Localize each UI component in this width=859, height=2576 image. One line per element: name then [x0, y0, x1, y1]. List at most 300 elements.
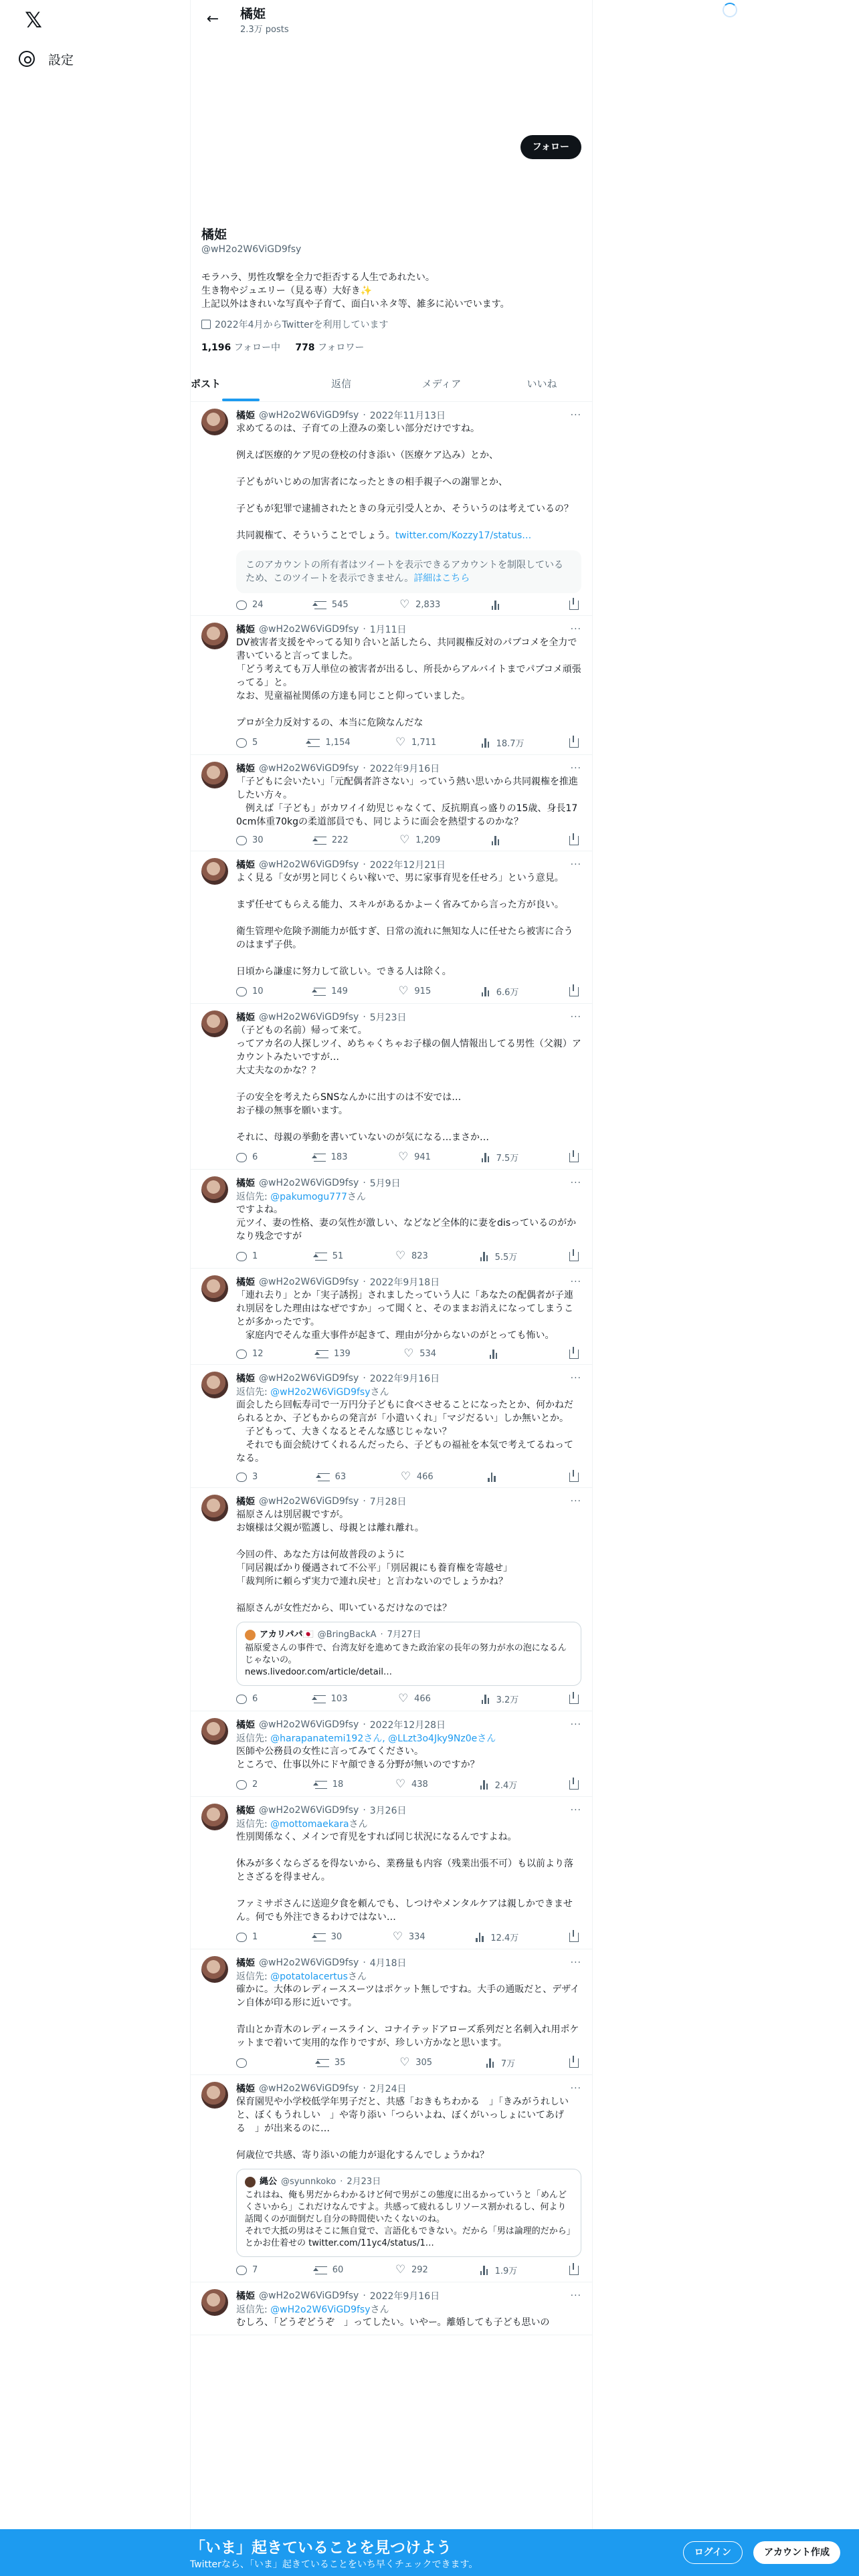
tweet-author-name[interactable]: 橘姫: [236, 860, 255, 871]
share-icon: [569, 738, 579, 748]
like-button[interactable]: ♡ 1,711: [395, 736, 436, 749]
tweet-date[interactable]: 2022年9月16日: [369, 764, 440, 774]
more-options-icon[interactable]: ···: [570, 2290, 581, 2301]
retweet-button[interactable]: 183: [314, 1151, 348, 1164]
tweet-text: 求めてるのは、子育ての上澄みの楽しい部分だけですね。 例えば医療的ケア児の登校の付き添い（医療ケア込み）とか、 子どもがいじめの加害者になったときの相手親子への謝罪とか、 子どもが犯罪で逮捕されたときの身元引受人とか、そういうのは考えているの？ 共同親権て、そういうことでしょう。twitter.com/Kozzy17/status…: [236, 423, 573, 541]
reply-icon: [236, 1780, 247, 1790]
reply-icon: [236, 1153, 247, 1162]
share-button[interactable]: [569, 2264, 579, 2276]
tweet-text: 福原さんは別居親ですが。 お嬢様は父親が監護し、母親とは離れ離れ。 今回の件、あなた方は何故普段のように 「同居親ばかり優遇されて不公平」「別居親にも養育権を寄越せ」 「裁判所に頼らず実力で連れ戻せ」と言わないのでしょうかね？ 福原さんが女性だから、叩いているだけなのでは？: [236, 1509, 512, 1614]
avatar[interactable]: [201, 1010, 228, 1037]
tweet-actions: [236, 985, 581, 998]
loading-spinner-icon: [723, 3, 737, 17]
tweet-date[interactable]: 2022年9月18日: [369, 1277, 440, 1288]
avatar[interactable]: [201, 409, 228, 435]
tweet[interactable]: 橘姫 @wH2o2W6ViGD9fsy · 3月26日 ··· 返信先: @mottomaekaraさん 性別関係なく、メインで育児をすれば同じ状況になるんですよね。 休みが多くならざるを得ないから、業務量も内容（残業出張不可）も以前より落とさざるを得ません。 ファミサポさんに送迎夕食を頼んでも、しつけやメンタルケアは親しかできません。何でも外注できるわけではない… 1 30 ♡ 334 12.4万: [191, 1797, 592, 1949]
reply-to: 返信先: @potatolacertusさん: [236, 1971, 367, 1982]
views-icon: [480, 1252, 490, 1261]
tweet-text: 医師や公務員の女性に言ってみてください。 ところで、仕事以外にドヤ顔できる分野が無いのですか？: [236, 1746, 480, 1770]
retweet-icon: [308, 739, 320, 747]
heart-icon: [399, 836, 410, 845]
tweet-author-name[interactable]: 橘姫: [236, 625, 255, 635]
retweet-icon: [316, 1350, 328, 1358]
avatar[interactable]: [201, 1176, 228, 1203]
avatar[interactable]: [201, 1956, 228, 1983]
retweet-icon: [314, 601, 326, 609]
more-options-icon[interactable]: ···: [570, 763, 581, 774]
tweet-date[interactable]: 3月26日: [369, 1806, 407, 1816]
tweet-author-name[interactable]: 橘姫: [236, 1374, 255, 1384]
reply-button[interactable]: 5: [236, 736, 263, 749]
tweet-actions: [236, 2264, 581, 2276]
share-button[interactable]: [569, 1151, 579, 1164]
reply-icon: [236, 2266, 247, 2275]
quote-date: 2月23日: [347, 2177, 381, 2187]
heart-icon: [399, 2058, 410, 2068]
tweet-date[interactable]: 2022年12月21日: [369, 860, 446, 871]
tweet-author-handle[interactable]: @wH2o2W6ViGD9fsy: [259, 859, 359, 870]
avatar[interactable]: [201, 762, 228, 788]
share-button[interactable]: [569, 1931, 579, 1943]
tweet-actions: [236, 1778, 581, 1791]
tweet-text: 性別関係なく、メインで育児をすれば同じ状況になるんですよね。 休みが多くならざるを得ないから、業務量も内容（残業出張不可）も以前より落とさざるを得ません。 ファミサポさんに送迎夕食を頼んでも、しつけやメンタルケアは親しかできません。何でも外注できるわけではない…: [236, 1832, 573, 1923]
tweet-author-handle[interactable]: @wH2o2W6ViGD9fsy: [259, 1373, 359, 1384]
tweet-actions: [236, 1931, 581, 1943]
like-button[interactable]: ♡ 915: [398, 985, 431, 998]
reply-icon: [236, 836, 247, 845]
views-button[interactable]: 6.6万: [482, 985, 519, 998]
quote-date: 7月27日: [387, 1630, 421, 1640]
tab-likes[interactable]: いいね: [527, 378, 557, 390]
tweet-text: よく見る「女が男と同じくらい稼いで、男に家事育児を任せろ」という意見。 まず任せてもらえる能力、スキルがあるかよーく省みてから言った方が良い。 衛生管理や危険予測能力が低すぎ、日常の流れに無知な人に任せたら被害に合うのはまず子供。 日頃から謙虚に努力して欲しい。できる人は除く。: [236, 873, 573, 977]
more-options-icon[interactable]: ···: [570, 2083, 581, 2094]
quote-author-handle: @syunnkoko: [281, 2177, 337, 2187]
login-button[interactable]: ログイン: [683, 2541, 743, 2564]
tweet-text: DV被害者支援をやってる知り合いと話したら、共同親権反対のパブコメを全力で書いていると言ってました。 「どう考えても万人単位の被害者が出るし、所長からアルバイトまでパブコメ頑張ってる」と。 なお、児童福祉関係の方達も同じこと仰っていました。 プロが全力反対するの、本当に危険なんだな: [236, 637, 581, 728]
share-button[interactable]: [569, 1250, 579, 1263]
retweet-button[interactable]: 60: [315, 2264, 344, 2276]
tweet-text: 「子どもに会いたい」「元配偶者許さない」っていう熱い思いから共同親権を推進したい方々。 例えば「子ども」がカワイイ幼児じゃなくて、反抗期真っ盛りの15歳、身長170cm体重70kgの柔道部員でも、同じように面会を熱望するのかな？: [236, 776, 578, 827]
views-icon: [482, 1153, 491, 1162]
heart-icon: [401, 1473, 411, 1482]
tweet-author-name[interactable]: 橘姫: [236, 411, 255, 421]
views-button[interactable]: 7.5万: [482, 1151, 519, 1164]
heart-icon: [393, 1933, 403, 1942]
tweet-author-handle[interactable]: @wH2o2W6ViGD9fsy: [259, 1178, 359, 1188]
views-icon: [480, 2266, 490, 2275]
share-icon: [569, 1252, 579, 1261]
tweet-date[interactable]: 2022年12月28日: [369, 1720, 446, 1731]
retweet-button[interactable]: 222: [314, 835, 349, 845]
reply-icon: [236, 1473, 247, 1482]
heart-icon: [398, 1695, 409, 1704]
reply-icon: [236, 1252, 247, 1261]
share-icon: [569, 1153, 579, 1162]
tweet-actions: [236, 1472, 581, 1482]
more-options-icon[interactable]: ···: [570, 1012, 581, 1023]
follow-button[interactable]: フォロー: [520, 135, 581, 159]
share-icon: [569, 1780, 579, 1790]
heart-icon: [395, 2266, 406, 2275]
following-link[interactable]: 1,196 フォロー中: [201, 342, 281, 353]
tweet-date[interactable]: 2月24日: [369, 2084, 407, 2095]
like-button[interactable]: ♡ 1,209: [399, 835, 440, 845]
avatar[interactable]: [201, 1804, 228, 1830]
heart-icon: [398, 1153, 409, 1162]
tweet[interactable]: 橘姫 @wH2o2W6ViGD9fsy · 2022年12月28日 ··· 返信先: @harapanatemi192さん, @LLzt3o4Jky9Nz0eさん 医師や公務員の女性に言ってみてください。 ところで、仕事以外にドヤ顔できる分野が無いのですか？ 2 18 ♡ 438 2.4万: [191, 1711, 592, 1797]
heart-icon: [395, 1252, 406, 1261]
reply-button[interactable]: 3: [236, 1472, 263, 1482]
reply-button[interactable]: 24: [236, 600, 264, 610]
tweet[interactable]: 橘姫 @wH2o2W6ViGD9fsy · 4月18日 ··· 返信先: @potatolacertusさん 確かに。大体のレディーススーツはポケット無しですね。大手の通販だと、デザイン自体が印る形に近いです。 青山とか青木のレディースライン、コナイテッドアローズ系列だと名刺入れ用ポケットまで着いて実用的な作りですが、珍しい方かなと思います。 35 ♡ 305 7万: [191, 1949, 592, 2075]
retweet-icon: [318, 1473, 330, 1481]
share-button[interactable]: [569, 2056, 579, 2069]
reply-icon: [236, 987, 247, 996]
share-button[interactable]: [569, 1349, 579, 1359]
avatar[interactable]: [201, 1275, 228, 1302]
share-button[interactable]: [569, 835, 579, 845]
heart-icon: [399, 601, 410, 610]
retweet-button[interactable]: 30: [314, 1931, 343, 1943]
tweet-author-name[interactable]: 橘姫: [236, 2291, 255, 2302]
retweet-button[interactable]: 139: [316, 1349, 351, 1359]
heart-icon: [395, 738, 406, 748]
share-icon: [569, 1473, 579, 1482]
reply-to: 返信先: @wH2o2W6ViGD9fsyさん: [236, 1387, 389, 1398]
profile-joined: [201, 318, 581, 331]
tweet-author-handle[interactable]: @wH2o2W6ViGD9fsy: [259, 1957, 359, 1968]
tweet-actions: [236, 1349, 581, 1359]
reply-button[interactable]: [236, 2056, 263, 2069]
quoted-tweet[interactable]: アカリパパ🇯🇵 @BringBackA · 7月27日 福原愛さんの事件で、台湾友好を進めてきた政治家の長年の努力が水の泡になるんじゃないの。 news.livedoor.com/article/detail…: [236, 1622, 581, 1686]
profile-tabs: [191, 366, 592, 402]
like-button[interactable]: ♡ 941: [398, 1151, 431, 1164]
header-name: 橘姫: [240, 7, 266, 21]
quote-text: これはね、俺も男だからわかるけど何で男がこの態度に出るかっていうと「めんどくさいから」これだけなんですよ。共感って疲れるしリソース割かれるし、何より話聞くのが面倒だし自分の時間使いたくないのね。 それで大抵の男はそこに無自覚で、言語化もできない。だから「男は論理的だから」とかお仕着せの twitter.com/11yc4/status/1…: [245, 2190, 571, 2248]
reply-button[interactable]: 7: [236, 2264, 263, 2276]
tweet-date[interactable]: 2022年9月16日: [369, 2291, 440, 2302]
like-button[interactable]: ♡ 334: [393, 1931, 425, 1943]
reply-icon: [236, 1933, 247, 1942]
reply-button[interactable]: 6: [236, 1693, 263, 1705]
tweet-date[interactable]: 4月18日: [369, 1958, 407, 1969]
tweet-text: むしろ、「どうぞどうぞ 」ってしたい。いやー。離婚しても子ども思いの: [236, 2317, 550, 2328]
more-options-icon[interactable]: ···: [570, 1805, 581, 1816]
tweet-text: 確かに。大体のレディーススーツはポケット無しですね。大手の通販だと、デザイン自体が印る形に近いです。 青山とか青木のレディースライン、コナイテッドアローズ系列だと名刺入れ用ポケットまで着いて実用的な作りですが、珍しい方かなと思います。: [236, 1984, 580, 2048]
avatar[interactable]: [201, 1372, 228, 1398]
reply-button[interactable]: 6: [236, 1151, 263, 1164]
reply-to-link[interactable]: @wH2o2W6ViGD9fsy: [270, 1387, 371, 1398]
more-options-icon[interactable]: ···: [570, 859, 581, 870]
profile-stats: [201, 340, 581, 354]
views-button[interactable]: 1.9万: [480, 2264, 518, 2276]
tweet-author-name[interactable]: 橘姫: [236, 1720, 255, 1731]
tweet-text: 面会したら回転寿司で一万円分子どもに食べさせることになったとか、何かねだられるとか、子どもからの発言が「小遣いくれ」「マジだるい」しか無いとか。 子どもって、大きくなるとそんな感じじゃない？ それでも面会続けてくれるんだったら、子どもの福祉を本気で考えてるねってなる。: [236, 1400, 573, 1464]
settings-label: 設定: [48, 52, 74, 68]
tweet-text: （子どもの名前）帰って来て。 ってアカ名の人探しツイ、めちゃくちゃお子様の個人情報出してる男性（父親）アカウントみたいですが… 大丈夫なのかな？？ 子の安全を考えたらSNSなんかに出すのは不安では… お子様の無事を願います。 それに、母親の挙動を書いていないのが気になる…まさか…: [236, 1025, 581, 1143]
retweet-icon: [314, 988, 326, 996]
learn-more-link[interactable]: 詳細はこちら: [413, 573, 470, 584]
reply-button[interactable]: 1: [236, 1931, 263, 1943]
retweet-button[interactable]: 18: [315, 1778, 344, 1791]
more-options-icon[interactable]: ···: [570, 1957, 581, 1968]
avatar[interactable]: [201, 2082, 228, 2109]
views-button[interactable]: 7万: [486, 2056, 515, 2069]
profile-handle: @wH2o2W6ViGD9fsy: [201, 244, 302, 255]
quote-text: 福原愛さんの事件で、台湾友好を進めてきた政治家の長年の努力が水の泡になるんじゃないの。 news.livedoor.com/article/detail…: [245, 1643, 567, 1677]
views-icon: [486, 2058, 496, 2068]
tweet-actions: [236, 2056, 581, 2069]
views-icon: [480, 1780, 490, 1790]
avatar[interactable]: [201, 2289, 228, 2316]
quote-avatar: [245, 1630, 256, 1640]
views-icon: [492, 836, 501, 845]
profile-header: [191, 0, 592, 39]
like-button[interactable]: ♡ 534: [403, 1349, 436, 1359]
tweet[interactable]: 橘姫 @wH2o2W6ViGD9fsy · 2022年12月21日 ··· よく見る「女が男と同じくらい稼いで、男に家事育児を任せろ」という意見。 まず任せてもらえる能力、スキルがあるかよーく省みてから言った方が良い。 衛生管理や危険予測能力が低すぎ、日常の流れに無知な人に任せたら被害に合うのはまず子供。 日頃から謙虚に努力して欲しい。できる人は除く。 10 149 ♡ 915 6.6万: [191, 851, 592, 1004]
tweet[interactable]: 橘姫 @wH2o2W6ViGD9fsy · 2022年9月18日 ··· 「連れ去り」とか「実子誘拐」されましたっていう人に「あなたの配偶者が子連れ別居をした理由はなぜですか」って聞くと、そのままお消えになってしまうことが多かったです。 家庭内でそんな重大事件が起きて、理由が分からないのがとっても怖い。 12 139 ♡ 534: [191, 1269, 592, 1365]
reply-icon: [236, 1695, 247, 1704]
reply-icon: [236, 1350, 247, 1359]
signup-bottom-bar: [0, 2529, 859, 2576]
calendar-icon: [201, 320, 211, 329]
tweet-author-name[interactable]: 橘姫: [236, 764, 255, 774]
tweet-text: 保育園児や小学校低学年男子だと、共感「おきもちわかる 」「きみがうれしいと、ぼくもうれしい 」や寄り添い「つらいよね、ぼくがいっしょにいてあげる 」が出来るのに… 何歳位で共感、寄り添いの能力が退化するんでしょうかね？: [236, 2097, 569, 2161]
reply-to: 返信先: @harapanatemi192さん, @LLzt3o4Jky9Nz0eさん: [236, 1733, 496, 1744]
views-icon: [482, 1695, 491, 1704]
views-button[interactable]: [488, 1472, 514, 1482]
tweet-author-handle[interactable]: @wH2o2W6ViGD9fsy: [259, 1719, 359, 1730]
x-logo-icon[interactable]: 𝕏: [25, 7, 42, 33]
unavailable-tweet-notice: このアカウントの所有者はツイートを表示できるアカウントを制限しているため、このツイートを表示できません。詳細はこちら: [236, 550, 581, 593]
signup-button[interactable]: アカウント作成: [753, 2541, 840, 2564]
reply-to-link[interactable]: @wH2o2W6ViGD9fsy: [270, 2304, 371, 2315]
reply-to: 返信先: @pakumogu777さん: [236, 1192, 366, 1202]
tweet[interactable]: 橘姫 @wH2o2W6ViGD9fsy · 5月23日 ··· （子どもの名前）帰って来て。 ってアカ名の人探しツイ、めちゃくちゃお子様の個人情報出してる男性（父親）アカウントみたいですが… 大丈夫なのかな？？ 子の安全を考えたらSNSなんかに出すのは不安では… お子様の無事を願います。 それに、母親の挙動を書いていないのが気になる…まさか… 6 183 ♡ 941 7.5万: [191, 1004, 592, 1170]
like-button[interactable]: ♡ 305: [399, 2056, 432, 2069]
quoted-tweet[interactable]: 縄公 @syunnkoko · 2月23日 これはね、俺も男だからわかるけど何で男がこの態度に出るかっていうと「めんどくさいから」これだけなんですよ。共感って疲れるしリソース割かれるし、何より話聞くのが面倒だし自分の時間使いたくないのね。 それで大抵の男はそこに無自覚で、言語化もできない。だから「男は論理的だから」とかお仕着せの twitter.com/11yc4/status/1…: [236, 2169, 581, 2257]
tweet-author-name[interactable]: 橘姫: [236, 1958, 255, 1969]
avatar[interactable]: [201, 1495, 228, 1521]
tweet-author-handle[interactable]: @wH2o2W6ViGD9fsy: [259, 1277, 359, 1287]
reply-icon: [236, 601, 247, 610]
retweet-button[interactable]: 545: [314, 600, 349, 610]
tweet-author-name[interactable]: 橘姫: [236, 1806, 255, 1816]
like-button[interactable]: ♡ 292: [395, 2264, 428, 2276]
more-options-icon[interactable]: ···: [570, 410, 581, 421]
more-options-icon[interactable]: ···: [570, 1496, 581, 1507]
retweet-button[interactable]: 51: [315, 1250, 344, 1263]
profile-name: 橘姫: [201, 227, 227, 242]
bottom-bar-subtitle: Twitterなら、「いま」起きていることをいち早くチェックできます。: [190, 2559, 478, 2570]
avatar[interactable]: [201, 1718, 228, 1745]
tweet[interactable]: 橘姫 @wH2o2W6ViGD9fsy · 2022年9月16日 ··· 「子どもに会いたい」「元配偶者許さない」っていう熱い思いから共同親権を推進したい方々。 例えば「子ども」がカワイイ幼児じゃなくて、反抗期真っ盛りの15歳、身長170cm体重70kgの柔道部員でも、同じように面会を熱望するのかな？ 30 222 ♡ 1,209: [191, 755, 592, 851]
tweet-text: 「連れ去り」とか「実子誘拐」されましたっていう人に「あなたの配偶者が子連れ別居をした理由はなぜですか」って聞くと、そのままお消えになってしまうことが多かったです。 家庭内でそんな重大事件が起きて、理由が分からないのがとっても怖い。: [236, 1290, 573, 1341]
tweet-actions: [236, 1250, 581, 1263]
tweet-author-handle[interactable]: @wH2o2W6ViGD9fsy: [259, 1496, 359, 1507]
header-post-count: 2.3万 posts: [240, 25, 289, 35]
tweet-actions: [236, 600, 581, 610]
reply-icon: [236, 738, 247, 748]
retweet-icon: [314, 1154, 326, 1162]
tweet-text: ですよね。 元ツイ、妻の性格、妻の気性が激しい、などなど全体的に妻をdisっているのがかなり残念ですが: [236, 1204, 577, 1242]
tweet[interactable]: 橘姫 @wH2o2W6ViGD9fsy · 2022年11月13日 ··· 求めてるのは、子育ての上澄みの楽しい部分だけですね。 例えば医療的ケア児の登校の付き添い（医療ケア込み）とか、 子どもがいじめの加害者になったときの相手親子への謝罪とか、 子どもが犯罪で逮捕されたときの身元引受人とか、そういうのは考えているの？ 共同親権て、そういうことでしょう。twitter.com/Kozzy17/status… このアカウントの所有者はツイートを表示できるアカウントを制限しているため、このツイートを表示できません。詳細はこちら 24 545 ♡ 2,833: [191, 402, 592, 616]
share-button[interactable]: [569, 600, 579, 610]
retweet-icon: [317, 2059, 329, 2067]
views-icon: [490, 1350, 499, 1359]
tweet-date[interactable]: 7月28日: [369, 1497, 407, 1507]
more-options-icon[interactable]: ···: [570, 1719, 581, 1730]
tweet-date[interactable]: 1月11日: [369, 625, 407, 635]
settings-link[interactable]: [19, 44, 74, 74]
tweet-author-name[interactable]: 橘姫: [236, 2084, 255, 2095]
joined-text: 2022年4月からTwitterを利用しています: [215, 320, 389, 330]
gear-icon: [19, 51, 35, 67]
tweet-author-name[interactable]: 橘姫: [236, 1277, 255, 1288]
heart-icon: [395, 1780, 406, 1790]
avatar[interactable]: [201, 623, 228, 649]
tweet-author-handle[interactable]: @wH2o2W6ViGD9fsy: [259, 2083, 359, 2094]
tab-replies[interactable]: 返信: [330, 378, 351, 390]
share-icon: [569, 1933, 579, 1942]
reply-icon: [236, 2058, 247, 2068]
heart-icon: [398, 987, 409, 996]
tweet-actions: [236, 835, 581, 845]
timeline: [191, 402, 592, 2335]
views-button[interactable]: [492, 835, 518, 845]
share-icon: [569, 2058, 579, 2068]
tweet[interactable]: 橘姫 @wH2o2W6ViGD9fsy · 5月9日 ··· 返信先: @pakumogu777さん ですよね。 元ツイ、妻の性格、妻の気性が激しい、などなど全体的に妻をdisっているのがかなり残念ですが 1 51 ♡ 823 5.5万: [191, 1170, 592, 1269]
bottom-bar-title: 「いま」起きていることを見つけよう: [190, 2539, 452, 2557]
tweet-author-name[interactable]: 橘姫: [236, 1497, 255, 1507]
reply-button[interactable]: 2: [236, 1778, 263, 1791]
tweet-date[interactable]: 5月23日: [369, 1012, 407, 1023]
retweet-icon: [314, 837, 326, 845]
more-options-icon[interactable]: ···: [570, 1277, 581, 1287]
tweet[interactable]: 橘姫 @wH2o2W6ViGD9fsy · 2022年9月16日 ··· 返信先: @wH2o2W6ViGD9fsyさん 面会したら回転寿司で一万円分子どもに食べさせることになったとか、何かねだられるとか、子どもからの発言が「小遣いくれ」「マジだるい」しか無いとか。 子どもって、大きくなるとそんな感じじゃない？ それでも面会続けてくれるんだったら、子どもの福祉を本気で考えてるねってなる。 3 63 ♡ 466: [191, 1365, 592, 1488]
tweet-date[interactable]: 2022年9月16日: [369, 1374, 440, 1384]
views-button[interactable]: 5.5万: [480, 1250, 518, 1263]
like-button[interactable]: ♡ 823: [395, 1250, 428, 1263]
views-button[interactable]: 2.4万: [480, 1778, 518, 1791]
retweet-button[interactable]: 1,154: [308, 736, 350, 749]
like-button[interactable]: ♡ 466: [401, 1472, 434, 1482]
tweet-author-handle[interactable]: @wH2o2W6ViGD9fsy: [259, 1012, 359, 1023]
tab-posts[interactable]: ポスト: [191, 366, 291, 401]
tweet[interactable]: 橘姫 @wH2o2W6ViGD9fsy · 2022年9月16日 ··· 返信先: @wH2o2W6ViGD9fsyさん むしろ、「どうぞどうぞ 」ってしたい。いやー。離婚しても子ども思いの: [191, 2282, 592, 2335]
tweet-date[interactable]: 5月9日: [369, 1178, 401, 1189]
retweet-icon: [314, 1695, 326, 1703]
tweet[interactable]: 橘姫 @wH2o2W6ViGD9fsy · 1月11日 ··· DV被害者支援をやってる知り合いと話したら、共同親権反対のパブコメを全力で書いていると言ってました。 「どう考えても万人単位の被害者が出るし、所長からアルバイトまでパブコメ頑張ってる」と。 なお、児童福祉関係の方達も同じこと仰っていました。 プロが全力反対するの、本当に危険なんだな 5 1,154 ♡ 1,711 18.7万: [191, 616, 592, 755]
avatar[interactable]: [201, 858, 228, 885]
tweet[interactable]: 橘姫 @wH2o2W6ViGD9fsy · 2月24日 ··· 保育園児や小学校低学年男子だと、共感「おきもちわかる 」「きみがうれしいと、ぼくもうれしい 」や寄り添い「つらいよね、ぼくがいっしょにいてあげる 」が出来るのに… 何歳位で共感、寄り添いの能力が退化するんでしょうかね？ 縄公 @syunnkoko · 2月23日 これはね、俺も男だからわかるけど何で男がこの態度に出るかっていうと「めんどくさいから」これだけなんですよ。共感って疲れるしリソース割かれるし、何より話聞くのが面倒だし自分の時間使いたくないのね。 それで大抵の男はそこに無自覚で、言語化もできない。だから「男は論理的だから」とかお仕着せの twitter.com/11yc4/status/1… 7 60 ♡ 292 1.9万: [191, 2075, 592, 2282]
quote-author-handle: @BringBackA: [317, 1630, 377, 1640]
like-button[interactable]: ♡ 438: [395, 1778, 428, 1791]
reply-to-link[interactable]: @mottomaekara: [270, 1819, 349, 1830]
views-button[interactable]: 18.7万: [482, 736, 524, 749]
reply-to-link[interactable]: @potatolacertus: [270, 1971, 348, 1982]
quote-author-name: 縄公: [260, 2177, 278, 2187]
profile-section: [191, 142, 592, 354]
reply-to: 返信先: @mottomaekaraさん: [236, 1819, 368, 1830]
tweet-date[interactable]: 2022年11月13日: [369, 411, 446, 421]
tweet-author-handle[interactable]: @wH2o2W6ViGD9fsy: [259, 763, 359, 774]
reply-to-link[interactable]: @pakumogu777: [270, 1192, 347, 1202]
share-button[interactable]: [569, 1693, 579, 1705]
retweet-icon: [314, 1933, 326, 1941]
tweet-author-handle[interactable]: @wH2o2W6ViGD9fsy: [259, 2290, 359, 2301]
retweet-button[interactable]: 63: [318, 1472, 347, 1482]
heart-icon: [403, 1350, 414, 1359]
share-button[interactable]: [569, 736, 579, 749]
retweet-icon: [315, 1781, 327, 1789]
more-options-icon[interactable]: ···: [570, 1178, 581, 1188]
share-button[interactable]: [569, 1778, 579, 1791]
quote-author-name: アカリパパ🇯🇵: [260, 1630, 314, 1640]
tweet-author-handle[interactable]: @wH2o2W6ViGD9fsy: [259, 410, 359, 421]
tweet-author-handle[interactable]: @wH2o2W6ViGD9fsy: [259, 624, 359, 635]
more-options-icon[interactable]: ···: [570, 1373, 581, 1384]
back-arrow-icon[interactable]: ←: [206, 11, 219, 27]
views-icon: [482, 987, 491, 996]
reply-button[interactable]: 10: [236, 985, 264, 998]
profile-bio: モラハラ、男性攻撃を全力で拒否する人生であれたい。 生き物やジュエリー（見る専）大好き✨ 上記以外はきれいな写真や子育て、面白いネタ等、雑多に沁いでいます。: [201, 272, 510, 310]
quote-avatar: [245, 2177, 256, 2187]
main-column: [190, 0, 593, 2576]
tweet-author-name[interactable]: 橘姫: [236, 1012, 255, 1023]
retweet-button[interactable]: 103: [314, 1693, 348, 1705]
share-button[interactable]: [569, 985, 579, 998]
tweet-actions: [236, 736, 581, 749]
reply-button[interactable]: 12: [236, 1349, 264, 1359]
reply-button[interactable]: 30: [236, 835, 264, 845]
views-icon: [476, 1933, 485, 1942]
share-icon: [569, 1350, 579, 1359]
views-button[interactable]: 12.4万: [476, 1931, 518, 1943]
retweet-icon: [315, 2266, 327, 2274]
share-icon: [569, 836, 579, 845]
like-button[interactable]: ♡ 466: [398, 1693, 431, 1705]
views-button[interactable]: [490, 1349, 516, 1359]
tweet-actions: [236, 1151, 581, 1164]
tweet-author-name[interactable]: 橘姫: [236, 1178, 255, 1189]
reply-to-link[interactable]: @harapanatemi192さん, @LLzt3o4Jky9Nz0eさん: [270, 1733, 496, 1744]
tab-media[interactable]: メディア: [421, 378, 462, 390]
retweet-button[interactable]: 35: [317, 2056, 346, 2069]
tweet-actions: [236, 1693, 581, 1705]
tweet-link[interactable]: twitter.com/Kozzy17/status…: [395, 530, 532, 541]
views-icon: [488, 1473, 497, 1482]
share-icon: [569, 2266, 579, 2275]
views-icon: [482, 738, 491, 748]
retweet-button[interactable]: 149: [314, 985, 348, 998]
reply-to: 返信先: @wH2o2W6ViGD9fsyさん: [236, 2304, 389, 2315]
retweet-icon: [315, 1253, 327, 1261]
views-icon: [492, 601, 501, 610]
views-button[interactable]: [492, 600, 518, 610]
views-button[interactable]: 3.2万: [482, 1693, 519, 1705]
share-icon: [569, 1695, 579, 1704]
share-icon: [569, 987, 579, 996]
share-icon: [569, 601, 579, 610]
more-options-icon[interactable]: ···: [570, 624, 581, 635]
tweet[interactable]: 橘姫 @wH2o2W6ViGD9fsy · 7月28日 ··· 福原さんは別居親ですが。 お嬢様は父親が監護し、母親とは離れ離れ。 今回の件、あなた方は何故普段のように 「同居親ばかり優遇されて不公平」「別居親にも養育権を寄越せ」 「裁判所に頼らず実力で連れ戻せ」と言わないのでしょうかね？ 福原さんが女性だから、叩いているだけなのでは？ アカリパパ🇯🇵 @BringBackA · 7月27日 福原愛さんの事件で、台湾友好を進めてきた政治家の長年の努力が水の泡になるんじゃないの。 news.livedoor.com/article/detail… 6 103 ♡ 466 3.2万: [191, 1488, 592, 1711]
like-button[interactable]: ♡ 2,833: [399, 600, 440, 610]
tweet-author-handle[interactable]: @wH2o2W6ViGD9fsy: [259, 1805, 359, 1816]
share-button[interactable]: [569, 1472, 579, 1482]
reply-button[interactable]: 1: [236, 1250, 263, 1263]
followers-link[interactable]: 778 フォロワー: [295, 342, 365, 353]
